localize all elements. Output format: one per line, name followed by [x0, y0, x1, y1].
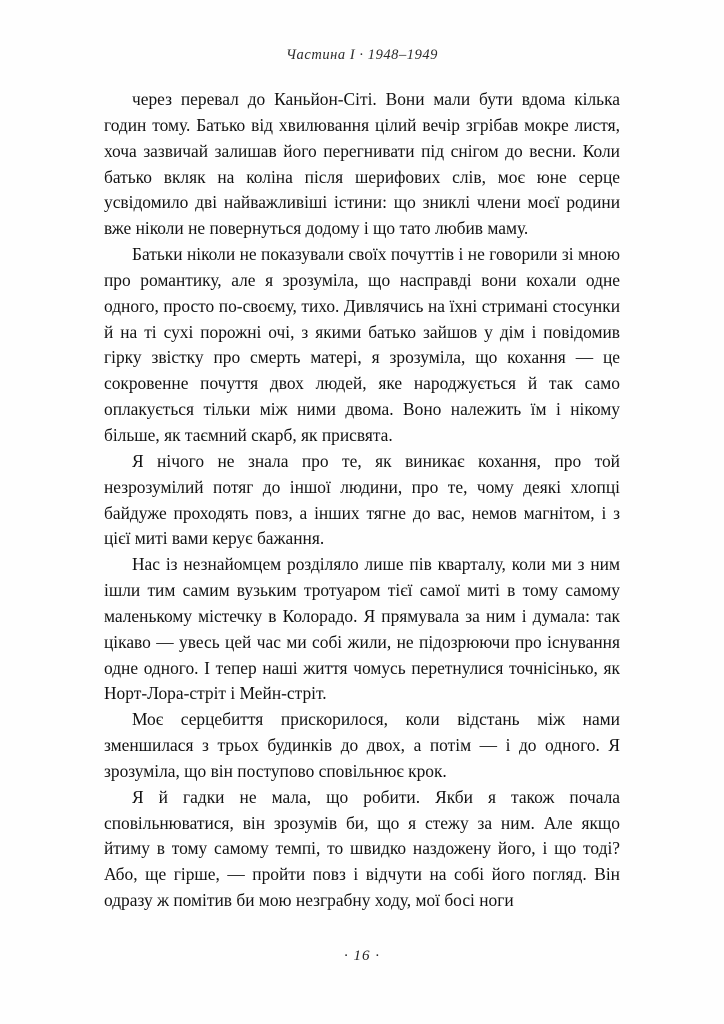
paragraph: Я нічого не знала про те, як виникає кохання, про той незрозумілий потяг до іншої людини, про те, чому деякі хлопці байдуже проходять повз, а інших тягне до вас, немов магнітом, і з цієї миті вами керує бажання.: [104, 450, 620, 549]
paragraph: через перевал до Каньйон-Сіті. Вони мали бути вдома кілька годин тому. Батько від хвилювання цілий вечір згрібав мокре листя, хоча зазвичай залишав його перегнивати під снігом до весни. Коли батько вкляк на коліна після шерифових слів, моє юне серце усвідомило дві найважливіші істини: що зниклі члени моєї родини вже ніколи не повернуться додому і що тато любив маму.: [104, 89, 620, 239]
paragraph: Я й гадки не мала, що робити. Якби я також почала сповільнюватися, він зрозумів би, що я стежу за ним. Але якщо йтиму в тому самому темпі, то швидко наздожену його, і що тоді? Або, ще гірше, — пройти повз і відчути на собі його погляд. Він одразу ж помітив би мою незграбну ходу, мої босі ноги: [104, 786, 620, 911]
paragraph: Нас із незнайомцем розділяло лише пів кварталу, коли ми з ним ішли тим самим вузьким тротуаром тієї самої миті в тому самому маленькому містечку в Колорадо. Я прямувала за ним і думала: так цікаво — увесь цей час ми собі жили, не підозрюючи про існування одне одного. І тепер наші життя чомусь перетнулися точнісінько, як Норт-Лора-стріт і Мейн-стріт.: [104, 554, 620, 704]
body-text-block: [104, 87, 620, 914]
paragraph: Батьки ніколи не показували своїх почуттів і не говорили зі мною про романтику, але я зрозуміла, що насправді вони кохали одне одного, просто по-своєму, тихо. Дивлячись на їхні стримані стосунки й на ті сухі порожні очі, з якими батько зайшов у дім і повідомив гірку звістку про смерть матері, я зрозуміла, що кохання — це сокровенне почуття двох людей, яке народжується й так само оплакується тільки між ними двома. Воно належить їм і нікому більше, як таємний скарб, як присвята.: [104, 244, 620, 445]
running-header: Частина I · 1948–1949: [286, 47, 438, 63]
page-number: · 16 ·: [344, 948, 380, 964]
paragraph: Моє серцебиття прискорилося, коли відстань між нами зменшилася з трьох будинків до двох, а потім — і до одного. Я зрозуміла, що він поступово сповільнює крок.: [104, 709, 620, 781]
